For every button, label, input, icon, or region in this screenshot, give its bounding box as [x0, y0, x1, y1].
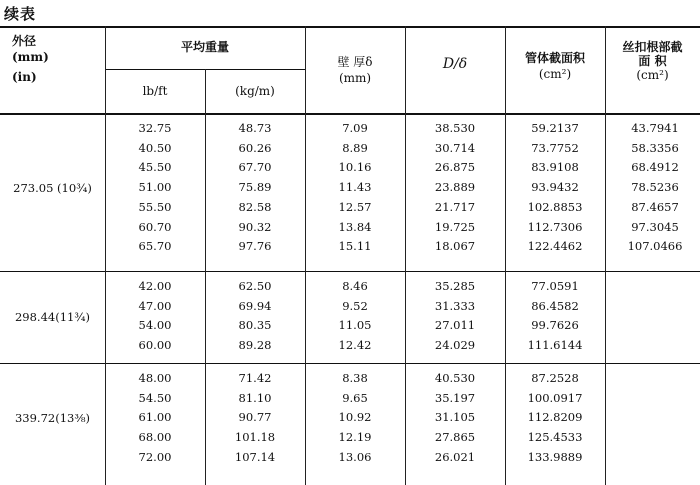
od-mm: 298.44	[14, 309, 56, 324]
od-inch: 10	[61, 181, 77, 196]
cell-kgm: 82.58	[238, 199, 272, 214]
od-inch-fraction: ¾	[76, 181, 88, 196]
wall-header	[305, 54, 405, 86]
cell-area: 102.8853	[527, 199, 583, 214]
cell-wall: 11.43	[338, 180, 372, 195]
cell-area: 100.0917	[527, 390, 583, 405]
cell-lbft: 65.70	[138, 239, 172, 254]
cell-kgm: 71.42	[238, 371, 272, 385]
cell-wall: 12.19	[338, 430, 372, 445]
cell-area: 133.9889	[527, 449, 583, 464]
cell-wall: 9.52	[342, 298, 368, 313]
cell-kgm: 101.18	[234, 430, 276, 445]
cell-ratio: 23.889	[434, 180, 476, 195]
avg-weight-header: 平均重量	[180, 40, 229, 54]
cell-area: 125.4533	[527, 430, 583, 445]
cell-ratio: 35.197	[434, 390, 476, 405]
cell-wall: 8.46	[342, 279, 368, 293]
cell-area: 99.7626	[531, 318, 579, 333]
cell-kgm: 67.70	[238, 160, 272, 175]
cell-area: 111.6144	[527, 338, 583, 353]
cell-root: 58.3356	[631, 140, 679, 155]
cell-kgm: 81.10	[238, 390, 272, 405]
cell-lbft: 54.50	[138, 390, 172, 405]
cell-wall: 10.92	[338, 410, 372, 425]
od-inch: 11	[59, 309, 75, 324]
cell-kgm: 90.77	[238, 410, 272, 425]
root-area-header-unit: (cm²)	[636, 68, 669, 82]
cell-ratio: 40.530	[434, 371, 476, 385]
od-label: 339.72(13⅜)	[14, 411, 91, 426]
cell-ratio: 27.011	[434, 318, 476, 333]
cell-lbft: 40.50	[138, 140, 172, 155]
cell-wall: 10.16	[338, 160, 372, 175]
cell-area: 93.9432	[531, 180, 579, 195]
od-label: 273.05 (10¾)	[13, 181, 92, 196]
cell-root: 97.3045	[631, 219, 679, 234]
cell-ratio: 19.725	[434, 219, 476, 234]
cell-lbft: 32.75	[138, 121, 172, 135]
cell-wall: 13.84	[338, 219, 372, 234]
cell-kgm: 97.76	[238, 239, 272, 254]
cell-wall: 15.11	[338, 239, 372, 254]
od-header-mm: (mm)	[12, 50, 49, 64]
cell-lbft: 72.00	[138, 449, 172, 464]
cell-lbft: 60.70	[138, 219, 172, 234]
cell-lbft: 54.00	[138, 318, 172, 333]
cell-wall: 11.05	[338, 318, 372, 333]
cell-lbft: 68.00	[138, 430, 172, 445]
cell-root: 78.5236	[631, 180, 679, 195]
cell-kgm: 75.89	[238, 180, 272, 195]
od-inch-fraction: ¾	[74, 309, 86, 324]
cell-wall: 12.57	[338, 199, 372, 214]
cell-ratio: 26.875	[434, 160, 476, 175]
kgm-header: (kg/m)	[235, 84, 275, 98]
cell-ratio: 24.029	[434, 338, 476, 353]
cell-root: 107.0466	[627, 239, 683, 254]
ratio-header: D/δ	[442, 56, 468, 72]
root-area-header	[605, 40, 700, 82]
cell-area: 112.7306	[527, 219, 583, 234]
od-mm: 339.72	[14, 411, 56, 426]
cell-lbft: 47.00	[138, 298, 172, 313]
cell-ratio: 35.285	[434, 279, 476, 293]
cell-kgm: 89.28	[238, 338, 272, 353]
od-inch: 13	[59, 411, 75, 426]
cell-area: 73.7752	[531, 140, 579, 155]
col-divider-area	[605, 26, 606, 485]
od-header-in: (in)	[12, 70, 37, 84]
cell-kgm: 90.32	[238, 219, 272, 234]
cell-wall: 8.38	[342, 371, 368, 385]
cell-wall: 12.42	[338, 338, 372, 353]
cell-ratio: 30.714	[434, 140, 476, 155]
cell-lbft: 60.00	[138, 338, 172, 353]
wall-header-label: 壁 厚δ	[337, 55, 373, 69]
cell-ratio: 38.530	[434, 121, 476, 135]
cell-root: 43.7941	[631, 121, 679, 135]
cell-lbft: 48.00	[138, 371, 172, 385]
cell-root: 87.4657	[631, 199, 679, 214]
cell-ratio: 31.333	[434, 298, 476, 313]
cell-area: 86.4582	[531, 298, 579, 313]
area-header	[505, 50, 605, 82]
cell-wall: 8.89	[342, 140, 368, 155]
od-header	[0, 33, 105, 85]
cell-ratio: 31.105	[434, 410, 476, 425]
cell-kgm: 69.94	[238, 298, 272, 313]
od-inch-fraction: ⅜	[74, 411, 86, 426]
od-header-label: 外径	[12, 34, 37, 48]
cell-wall: 13.06	[338, 449, 372, 464]
cell-ratio: 26.021	[434, 449, 476, 464]
cell-lbft: 51.00	[138, 180, 172, 195]
cell-kgm: 60.26	[238, 140, 272, 155]
cell-area: 87.2528	[531, 371, 579, 385]
od-mm: 273.05	[13, 181, 54, 196]
cell-area: 59.2137	[531, 121, 579, 135]
cell-wall: 9.65	[342, 390, 368, 405]
cell-ratio: 18.067	[434, 239, 476, 254]
cell-kgm: 107.14	[234, 449, 276, 464]
cell-area: 112.8209	[527, 410, 583, 425]
cell-ratio: 21.717	[434, 199, 476, 214]
cell-area: 83.9108	[531, 160, 579, 175]
lbft-header: lb/ft	[142, 84, 168, 98]
cell-kgm: 80.35	[238, 318, 272, 333]
cell-kgm: 62.50	[238, 279, 272, 293]
cell-root: 68.4912	[631, 160, 679, 175]
area-header-unit: (cm²)	[538, 67, 572, 81]
cell-ratio: 27.865	[434, 430, 476, 445]
root-area-header-label: 丝扣根部截	[622, 40, 683, 54]
cell-lbft: 42.00	[138, 279, 172, 293]
cell-area: 77.0591	[531, 279, 579, 293]
cell-lbft: 61.00	[138, 410, 172, 425]
casing-data-table	[0, 26, 700, 485]
cell-kgm: 48.73	[238, 121, 272, 135]
cell-lbft: 45.50	[138, 160, 172, 175]
area-header-label: 管体截面积	[524, 51, 585, 65]
wall-header-unit: (mm)	[338, 71, 372, 85]
cell-lbft: 55.50	[138, 199, 172, 214]
cell-area: 122.4462	[527, 239, 583, 254]
root-area-header-label-2: 面 积	[638, 54, 667, 68]
cell-wall: 7.09	[342, 121, 368, 135]
od-label: 298.44(11¾)	[14, 309, 91, 324]
table-caption: 续表	[4, 5, 37, 23]
